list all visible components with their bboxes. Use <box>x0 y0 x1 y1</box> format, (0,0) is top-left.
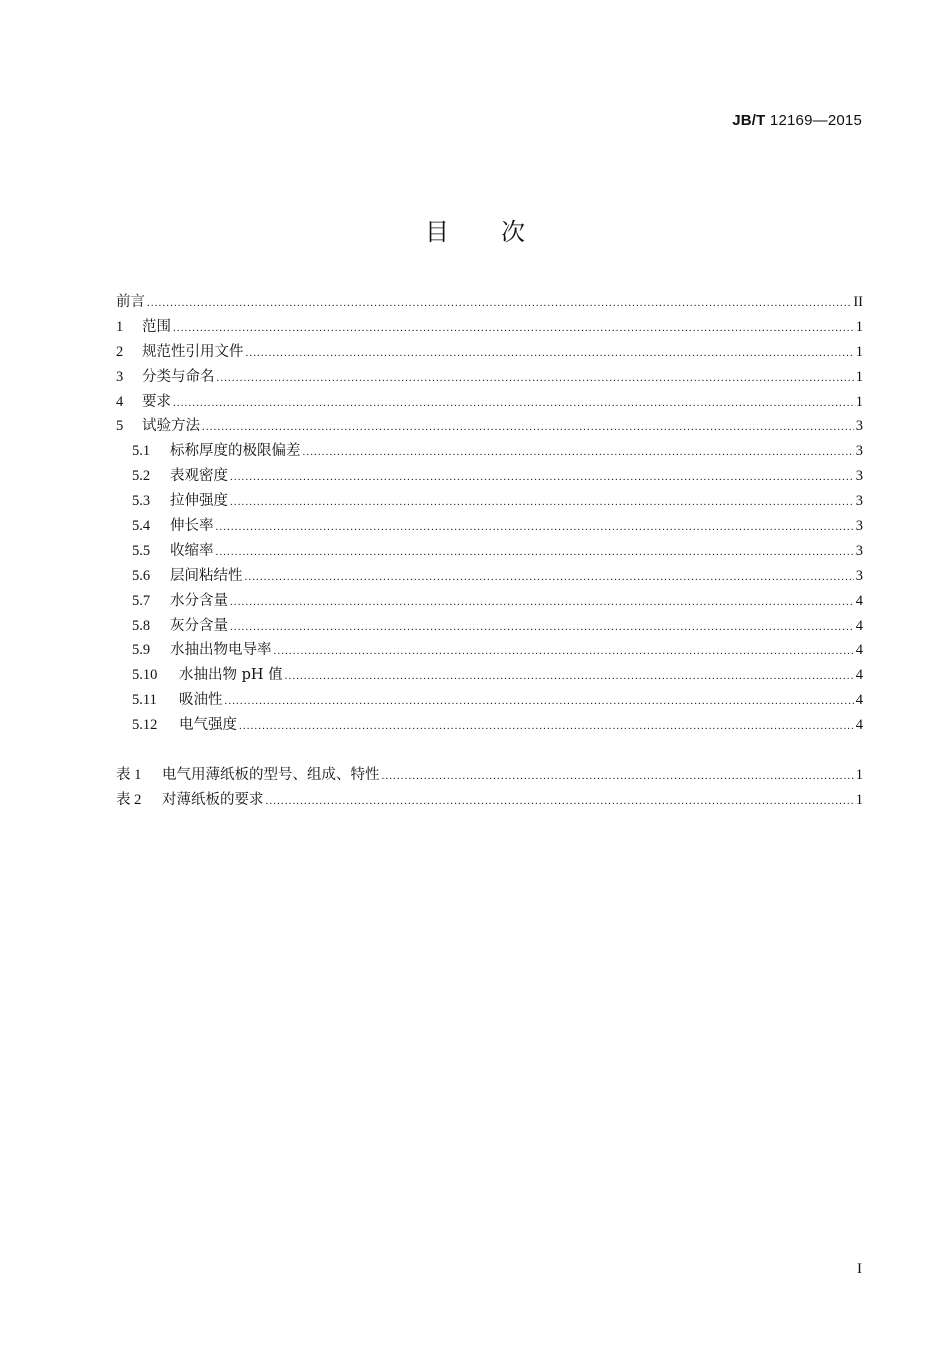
toc-subentry[interactable] <box>116 439 863 464</box>
toc-page: 1 <box>855 393 863 410</box>
toc-number: 5.8 <box>132 617 151 634</box>
dot-leader <box>246 341 854 366</box>
toc-number: 5.6 <box>132 567 151 584</box>
toc-table-entry[interactable] <box>116 788 863 813</box>
toc-page: 4 <box>855 692 863 709</box>
table-of-contents <box>116 290 863 813</box>
toc-subentry[interactable] <box>116 539 863 564</box>
dot-leader <box>216 515 854 540</box>
toc-page: 4 <box>855 717 863 734</box>
page-title-char-2: 次 <box>501 218 525 246</box>
toc-table-entry[interactable] <box>116 763 863 788</box>
dot-leader <box>216 540 854 565</box>
dot-leader <box>230 590 854 615</box>
dot-leader <box>285 664 854 689</box>
toc-number: 5.11 <box>132 692 157 709</box>
toc-page: 3 <box>855 468 863 485</box>
section-gap <box>116 738 863 763</box>
standard-code <box>732 112 862 129</box>
toc-entry[interactable] <box>116 365 863 390</box>
toc-label: 范围 <box>142 318 171 335</box>
page-number: I <box>857 1261 862 1277</box>
dot-leader <box>239 714 854 739</box>
standard-code-prefix: JB/T <box>732 112 766 129</box>
toc-subentry[interactable] <box>116 589 863 614</box>
toc-subentry[interactable] <box>116 564 863 589</box>
dot-leader <box>173 391 854 416</box>
toc-subentry[interactable] <box>116 713 863 738</box>
dot-leader <box>274 639 854 664</box>
toc-number: 5.1 <box>132 443 151 460</box>
standard-code-number: 12169—2015 <box>769 112 862 129</box>
toc-label: 水抽出物电导率 <box>170 642 272 659</box>
toc-page: 3 <box>855 418 863 435</box>
toc-table-number: 表 1 <box>116 767 142 784</box>
toc-label: 吸油性 <box>179 692 223 709</box>
toc-label: 灰分含量 <box>170 617 228 634</box>
toc-number: 5.7 <box>132 592 151 609</box>
toc-table-number: 表 2 <box>116 791 142 808</box>
toc-label: 对薄纸板的要求 <box>162 791 264 808</box>
toc-page: 4 <box>855 667 863 684</box>
toc-number: 2 <box>116 343 124 360</box>
toc-label: 电气用薄纸板的型号、组成、特性 <box>162 767 380 784</box>
toc-subentry[interactable] <box>116 614 863 639</box>
dot-leader <box>245 565 854 590</box>
toc-number: 5.5 <box>132 542 151 559</box>
page-title <box>0 212 950 247</box>
toc-label: 规范性引用文件 <box>142 343 244 360</box>
toc-page: 4 <box>855 617 863 634</box>
toc-page: 1 <box>855 767 863 784</box>
dot-leader <box>225 689 854 714</box>
toc-page: 1 <box>855 791 863 808</box>
toc-entry[interactable] <box>116 315 863 340</box>
toc-page: 4 <box>855 642 863 659</box>
toc-page: 3 <box>855 542 863 559</box>
toc-number: 5.9 <box>132 642 151 659</box>
toc-page: II <box>853 294 863 310</box>
toc-subentry[interactable] <box>116 489 863 514</box>
dot-leader <box>217 366 854 391</box>
toc-label: 标称厚度的极限偏差 <box>170 443 301 460</box>
toc-subentry[interactable] <box>116 638 863 663</box>
toc-page: 3 <box>855 518 863 535</box>
dot-leader <box>303 440 854 465</box>
toc-page: 1 <box>855 343 863 360</box>
toc-number: 5.4 <box>132 518 151 535</box>
toc-label: 伸长率 <box>170 518 214 535</box>
toc-page: 3 <box>855 567 863 584</box>
toc-label: 拉伸强度 <box>170 493 228 510</box>
dot-leader <box>230 615 854 640</box>
toc-page: 4 <box>855 592 863 609</box>
dot-leader <box>230 490 854 515</box>
dot-leader <box>230 465 854 490</box>
toc-number: 5.12 <box>132 717 158 734</box>
dot-leader <box>147 291 851 316</box>
toc-label: 水抽出物 pH 值 <box>179 667 283 684</box>
dot-leader <box>382 764 854 789</box>
dot-leader <box>202 415 854 440</box>
toc-page: 3 <box>855 493 863 510</box>
toc-label: 水分含量 <box>170 592 228 609</box>
toc-label: 电气强度 <box>179 717 237 734</box>
toc-label: 分类与命名 <box>142 368 215 385</box>
toc-subentry[interactable] <box>116 514 863 539</box>
toc-subentry[interactable] <box>116 464 863 489</box>
toc-page: 1 <box>855 318 863 335</box>
toc-number: 5.2 <box>132 468 151 485</box>
toc-entry-foreword[interactable] <box>116 290 863 315</box>
toc-subentry[interactable] <box>116 688 863 713</box>
toc-number: 5.10 <box>132 667 158 684</box>
dot-leader <box>266 789 854 814</box>
toc-label: 表观密度 <box>170 468 228 485</box>
toc-subentry[interactable] <box>116 663 863 688</box>
dot-leader <box>173 316 854 341</box>
toc-entry[interactable] <box>116 390 863 415</box>
toc-label: 试验方法 <box>142 418 200 435</box>
page-title-char-1: 目 <box>425 218 449 246</box>
toc-number: 1 <box>116 318 124 335</box>
toc-page: 1 <box>855 368 863 385</box>
toc-label: 前言 <box>116 294 145 310</box>
toc-entry[interactable] <box>116 414 863 439</box>
toc-label: 收缩率 <box>170 542 214 559</box>
toc-entry[interactable] <box>116 340 863 365</box>
toc-label: 层间粘结性 <box>170 567 243 584</box>
toc-number: 3 <box>116 368 124 385</box>
toc-label: 要求 <box>142 393 171 410</box>
toc-number: 4 <box>116 393 124 410</box>
toc-page: 3 <box>855 443 863 460</box>
toc-number: 5 <box>116 418 124 435</box>
toc-number: 5.3 <box>132 493 151 510</box>
